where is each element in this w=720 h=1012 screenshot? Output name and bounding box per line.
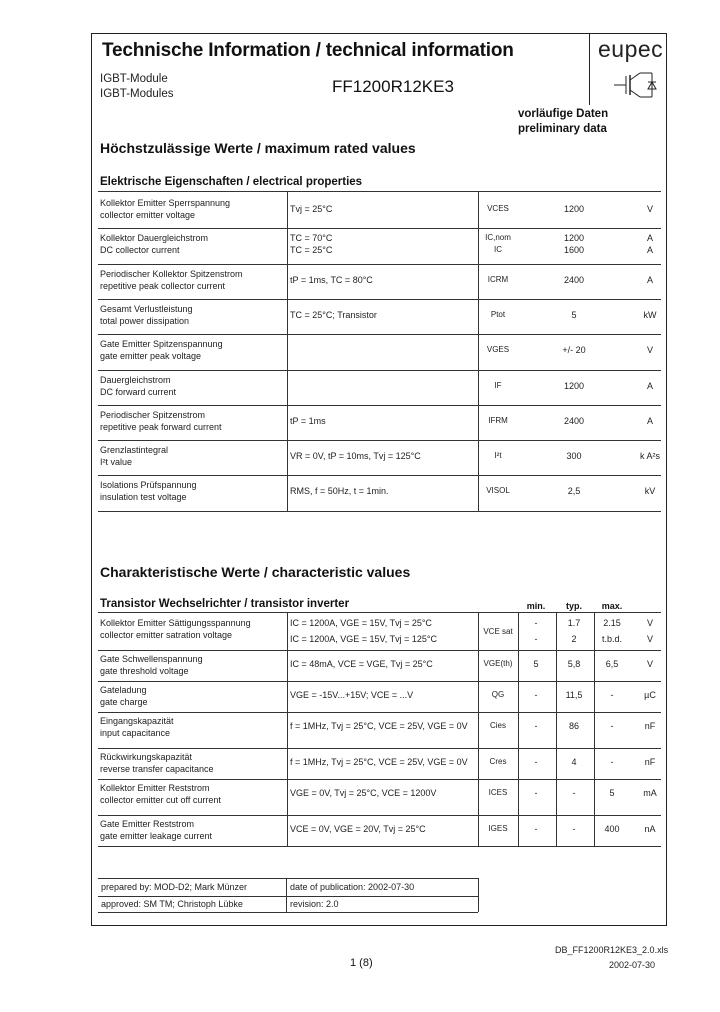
min-value: -	[534, 788, 538, 798]
module-label-en: IGBT-Modules	[100, 88, 174, 100]
value: +/- 20	[562, 345, 586, 356]
page-number: 1 (8)	[350, 957, 373, 969]
row-divider	[98, 846, 661, 847]
typ-value: 11,5	[565, 690, 583, 700]
transistor-inverter-title: Transistor Wechselrichter / transistor inverter	[100, 598, 350, 610]
value: 1200	[563, 204, 585, 214]
max-rated-title: Höchstzulässige Werte / maximum rated values	[100, 140, 416, 156]
min-value: 5	[533, 659, 539, 669]
row-divider	[98, 712, 661, 713]
value: 1200	[563, 380, 585, 391]
param-name-en: collector emitter satration voltage	[100, 630, 233, 640]
characteristic-title: Charakteristische Werte / characteristic values	[100, 564, 411, 580]
symbol: Cres	[489, 757, 507, 766]
unit: nA	[644, 824, 656, 834]
prelim-en: preliminary data	[518, 123, 607, 135]
param-name-de: Gate Schwellenspannung	[100, 654, 203, 664]
condition: VGE = -15V...+15V; VCE = ...V	[290, 690, 414, 700]
row-divider	[98, 440, 661, 441]
part-number: FF1200R12KE3	[332, 77, 454, 96]
param-name-en: collector emitter voltage	[100, 210, 196, 220]
condition: TC = 70°C	[290, 233, 333, 244]
col-divider	[478, 612, 479, 846]
condition: tP = 1ms, TC = 80°C	[290, 274, 373, 285]
row-divider	[98, 650, 661, 651]
unit: V	[646, 618, 653, 628]
condition-2: IC = 1200A, VGE = 15V, Tvj = 125°C	[290, 634, 437, 644]
param-name-en: collector emitter cut off current	[100, 795, 221, 805]
row-divider	[98, 681, 661, 682]
symbol: Ptot	[490, 309, 506, 319]
max-value: -	[610, 721, 614, 731]
param-name-de: Periodischer Kollektor Spitzenstrom	[100, 268, 243, 279]
typ-value: -	[572, 788, 576, 798]
param-name-en: gate threshold voltage	[100, 666, 189, 676]
param-name-en: repetitive peak collector current	[100, 280, 226, 291]
condition: RMS, f = 50Hz, t = 1min.	[290, 486, 389, 497]
param-name-de: Dauergleichstrom	[100, 374, 171, 385]
col-divider	[287, 191, 288, 511]
symbol: ICES	[488, 788, 508, 797]
condition: IC = 1200A, VGE = 15V, Tvj = 25°C	[290, 618, 432, 628]
param-name-de: Periodischer Spitzenstrom	[100, 409, 206, 420]
unit: kW	[643, 309, 657, 320]
min-value-2: -	[534, 634, 538, 644]
param-name-de: Kollektor Emitter Sättigungsspannung	[100, 618, 251, 628]
row-divider	[98, 815, 661, 816]
unit: A	[646, 233, 653, 244]
row-divider	[98, 779, 661, 780]
row-divider	[98, 511, 661, 512]
unit: µC	[644, 690, 656, 700]
condition-2: TC = 25°C	[290, 245, 333, 256]
symbol: VCE sat	[483, 627, 513, 636]
condition: IC = 48mA, VCE = VGE, Tvj = 25°C	[290, 659, 433, 669]
unit: V	[646, 345, 653, 356]
value: 1200	[563, 233, 585, 244]
col-divider	[287, 612, 288, 846]
col-divider	[556, 612, 557, 846]
row-divider	[98, 299, 661, 300]
row-divider	[98, 334, 661, 335]
param-name-de: Kollektor Emitter Reststrom	[100, 783, 210, 793]
symbol-2: IC	[494, 245, 502, 255]
symbol: Cies	[489, 721, 506, 730]
symbol: IC,nom	[485, 233, 511, 243]
value: 2400	[563, 274, 585, 285]
param-name-de: Kollektor Dauergleichstrom	[100, 233, 209, 244]
unit: A	[646, 415, 653, 426]
condition: tP = 1ms	[290, 415, 326, 426]
unit: mA	[643, 788, 657, 798]
symbol: VGES	[486, 345, 510, 355]
prelim-de: vorläufige Daten	[518, 108, 609, 120]
row-divider	[98, 748, 661, 749]
col-typ: typ.	[565, 601, 582, 611]
col-divider	[594, 612, 595, 846]
row-divider	[98, 475, 661, 476]
param-name-de: Gesamt Verlustleistung	[100, 303, 193, 314]
col-divider	[478, 191, 479, 511]
typ-value: 86	[568, 721, 579, 731]
typ-value: -	[572, 824, 576, 834]
param-name-de: Kollektor Emitter Sperrspannung	[100, 198, 231, 208]
max-value: 2.15	[603, 618, 621, 628]
module-label-de: IGBT-Module	[100, 73, 168, 85]
symbol: IFRM	[488, 415, 508, 425]
param-name-en: input capacitance	[100, 728, 171, 738]
min-value: -	[534, 618, 538, 628]
max-value: 5	[609, 788, 615, 798]
unit: V	[646, 659, 653, 669]
param-name-de: Rückwirkungskapazität	[100, 752, 193, 762]
condition: Tvj = 25°C	[290, 204, 333, 214]
unit: kV	[644, 486, 656, 497]
condition: VR = 0V, tP = 10ms, Tvj = 125°C	[290, 451, 421, 462]
unit: V	[646, 204, 653, 214]
col-max: max.	[601, 601, 623, 611]
condition: VGE = 0V, Tvj = 25°C, VCE = 1200V	[290, 788, 437, 798]
max-value: 6,5	[605, 659, 619, 669]
typ-value: 4	[571, 757, 577, 767]
symbol: VISOL	[486, 486, 510, 496]
symbol: IGES	[488, 824, 508, 833]
value: 2,5	[567, 486, 581, 497]
unit-2: A	[646, 245, 653, 256]
value: 5	[571, 309, 577, 320]
symbol: VCES	[487, 204, 509, 213]
igbt-symbol-icon	[612, 70, 660, 100]
param-name-en: gate emitter leakage current	[100, 831, 213, 841]
revision: revision: 2.0	[290, 899, 339, 909]
param-name-de: Isolations Prüfspannung	[100, 480, 197, 491]
symbol: QG	[491, 690, 505, 699]
max-value: -	[610, 690, 614, 700]
approved-by: approved: SM TM; Christoph Lübke	[101, 899, 243, 909]
unit-2: V	[646, 634, 653, 644]
param-name-en: DC forward current	[100, 386, 177, 397]
param-name-en: total power dissipation	[100, 315, 190, 326]
unit: nF	[644, 721, 656, 731]
min-value: -	[534, 824, 538, 834]
unit: k A²s	[639, 451, 660, 462]
param-name-en: gate emitter peak voltage	[100, 351, 202, 362]
param-name-en: gate charge	[100, 697, 148, 707]
unit: A	[646, 380, 653, 391]
param-name-en: reverse transfer capacitance	[100, 764, 214, 774]
param-name-de: Gate Emitter Reststrom	[100, 819, 195, 829]
symbol: I²t	[494, 451, 502, 461]
value: 300	[566, 451, 582, 462]
condition: TC = 25°C; Transistor	[290, 309, 377, 320]
document-title: Technische Information / technical information	[102, 40, 514, 61]
row-divider	[98, 264, 661, 265]
row-divider	[98, 228, 661, 229]
param-name-de: Grenzlastintegral	[100, 445, 169, 456]
col-min: min.	[526, 601, 546, 611]
eupec-logo: eupec	[598, 36, 664, 62]
param-name-de: Gate Emitter Spitzenspannung	[100, 339, 223, 350]
typ-value: 5,8	[567, 659, 581, 669]
unit: A	[646, 274, 653, 285]
symbol: ICRM	[487, 274, 509, 284]
date-of-publication: date of publication: 2002-07-30	[290, 882, 415, 892]
max-value-2: t.b.d.	[601, 634, 622, 644]
typ-value: 1.7	[567, 618, 581, 628]
param-name-en: DC collector current	[100, 245, 180, 256]
max-value: -	[610, 757, 614, 767]
electrical-props-title: Elektrische Eigenschaften / electrical properties	[100, 176, 363, 188]
param-name-de: Gateladung	[100, 685, 147, 695]
unit: nF	[644, 757, 656, 767]
value-2: 1600	[563, 245, 585, 256]
row-divider	[98, 405, 661, 406]
condition: VCE = 0V, VGE = 20V, Tvj = 25°C	[290, 824, 426, 834]
max-value: 400	[604, 824, 620, 834]
param-name-de: Eingangskapazität	[100, 716, 174, 726]
symbol: IF	[494, 380, 502, 390]
footer-date: 2002-07-30	[609, 960, 656, 970]
param-name-en: I²t value	[100, 457, 133, 468]
typ-value-2: 2	[571, 634, 577, 644]
file-name: DB_FF1200R12KE3_2.0.xls	[555, 945, 669, 955]
prepared-by: prepared by: MOD-D2; Mark Münzer	[101, 882, 248, 892]
value: 2400	[563, 415, 585, 426]
col-divider	[518, 612, 519, 846]
row-divider	[98, 370, 661, 371]
condition: f = 1MHz, Tvj = 25°C, VCE = 25V, VGE = 0V	[290, 721, 468, 731]
param-name-en: repetitive peak forward current	[100, 421, 222, 432]
min-value: -	[534, 721, 538, 731]
min-value: -	[534, 690, 538, 700]
param-name-en: insulation test voltage	[100, 492, 187, 503]
min-value: -	[534, 757, 538, 767]
symbol: VGE(th)	[483, 659, 513, 668]
condition: f = 1MHz, Tvj = 25°C, VCE = 25V, VGE = 0V	[290, 757, 468, 767]
